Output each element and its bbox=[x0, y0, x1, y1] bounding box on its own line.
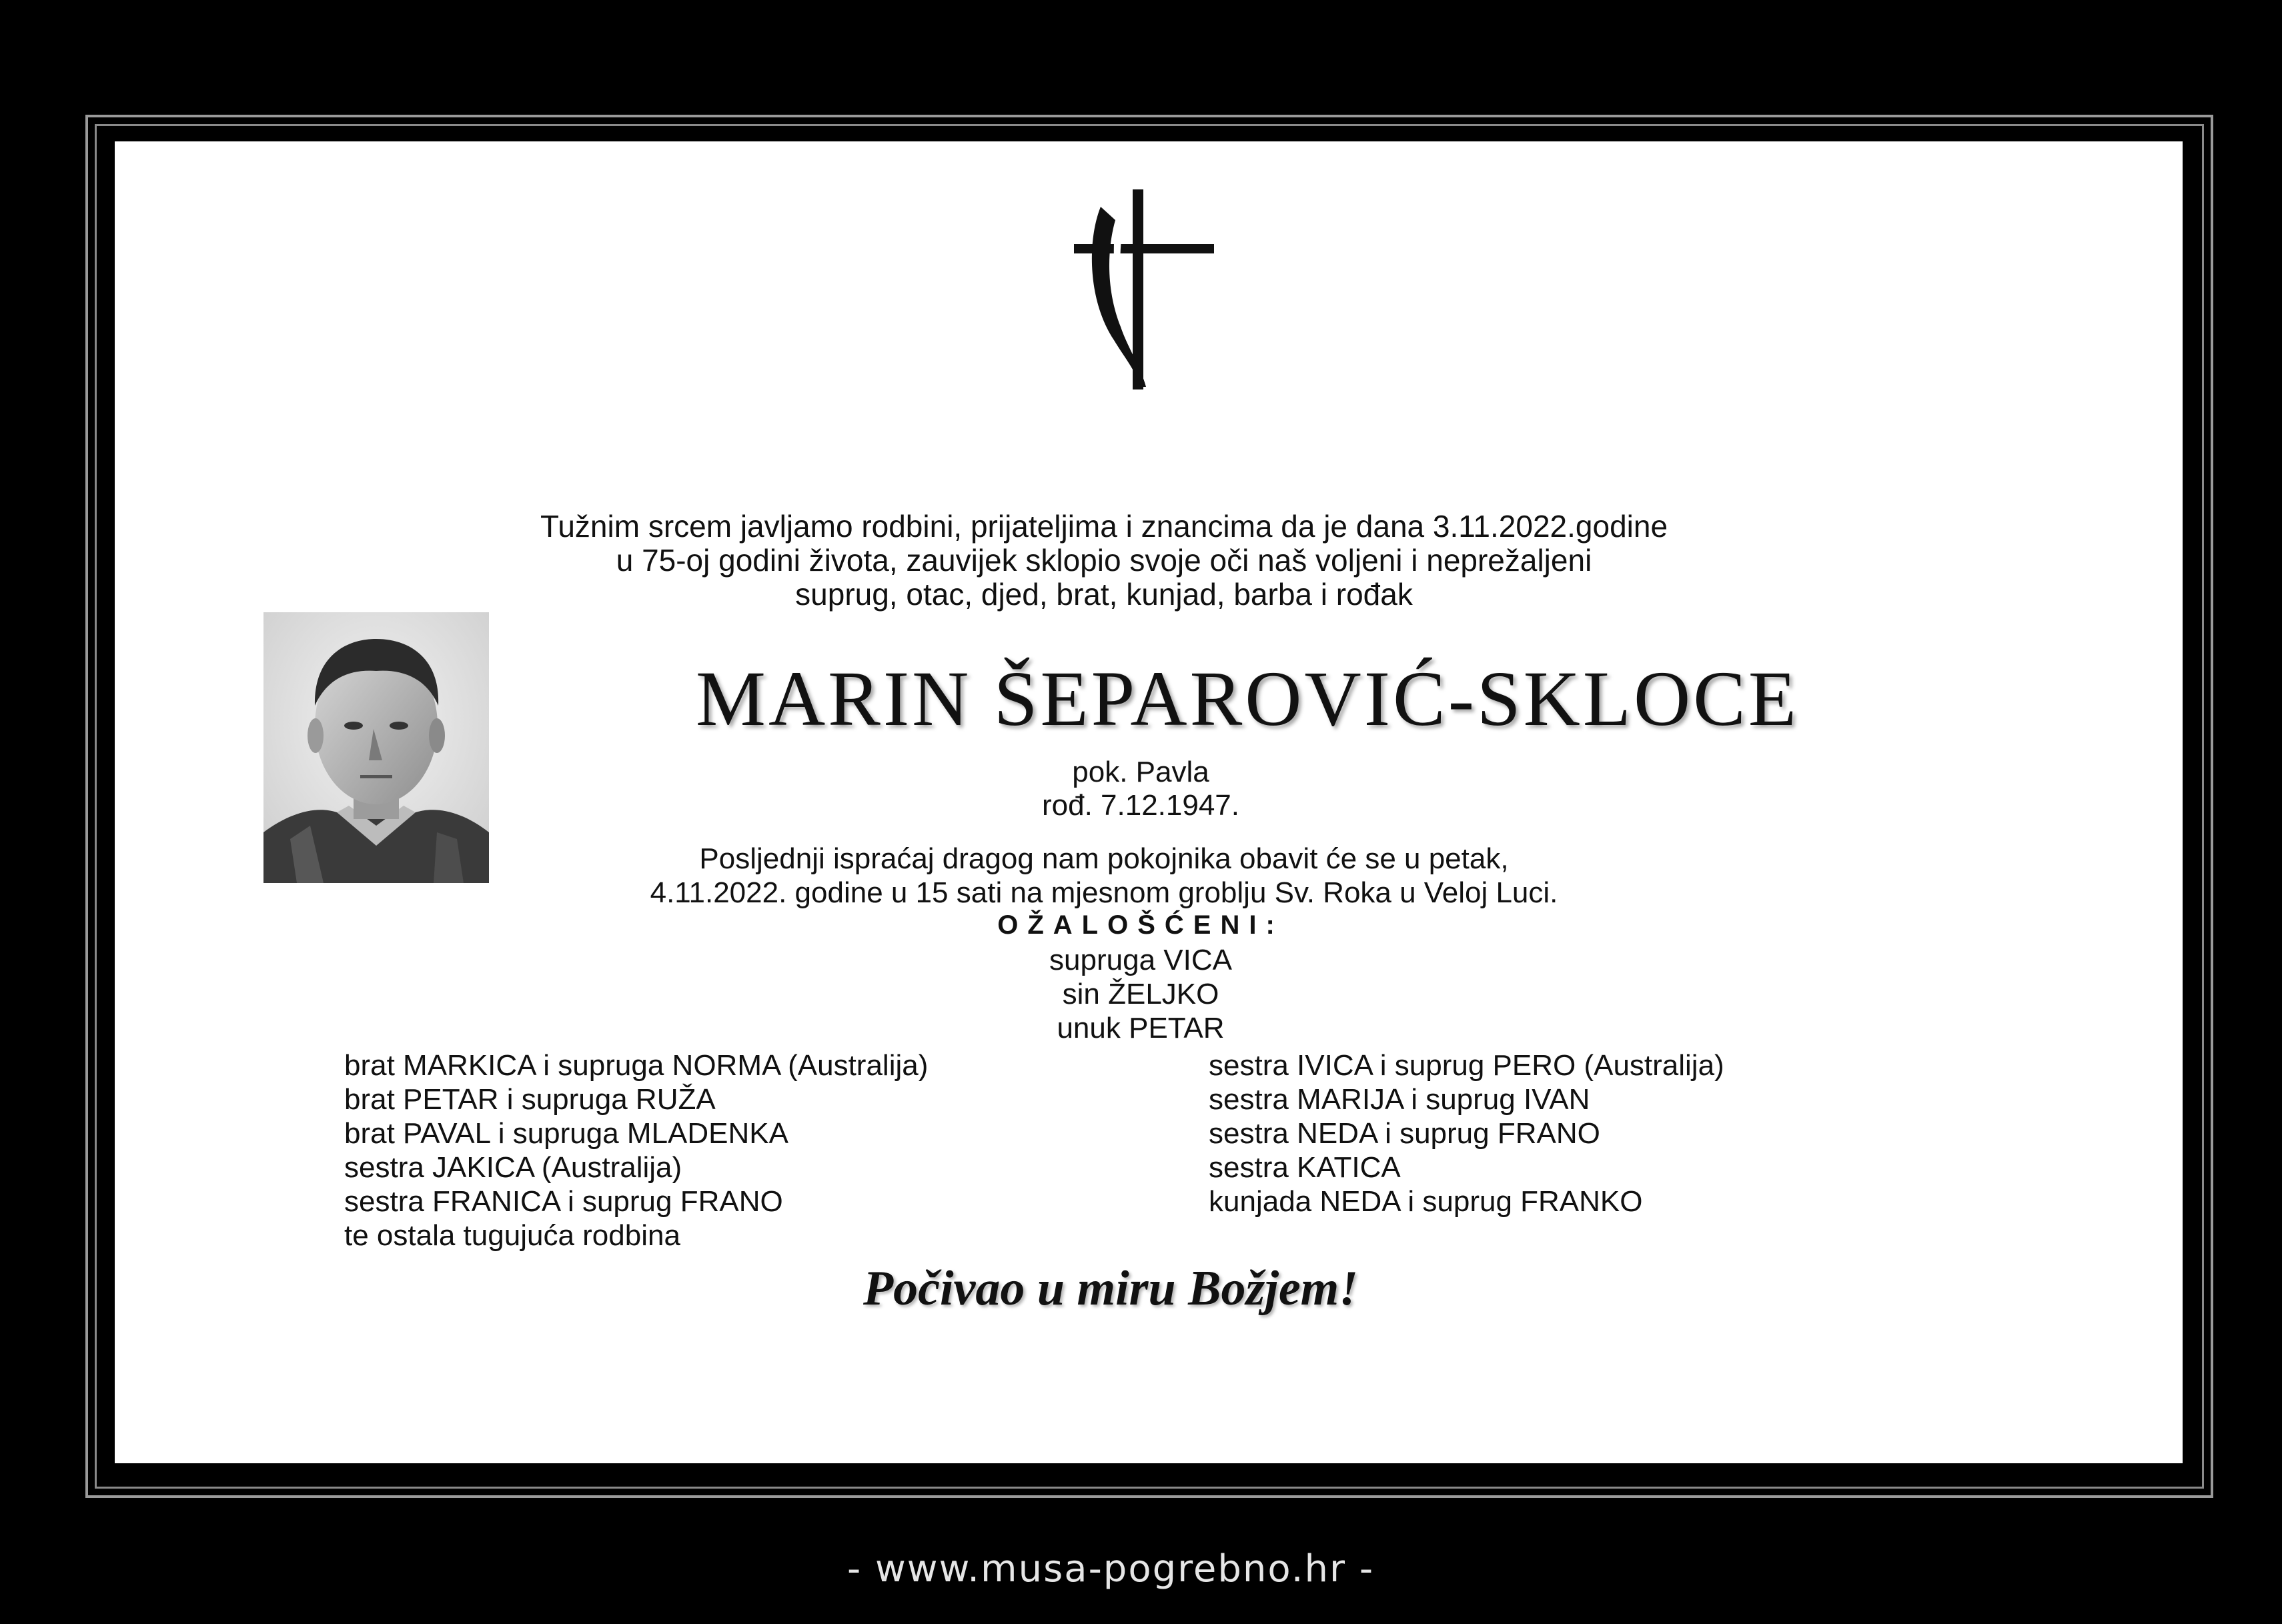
intro-line-2: u 75-oj godini života, zauvijek sklopio svoje oči naš voljeni i neprežaljeni bbox=[616, 543, 1592, 578]
mourners-heading: OŽALOŠĆENI: bbox=[997, 910, 1284, 940]
list-item: sestra KATICA bbox=[1209, 1151, 1401, 1184]
intro-line-1: Tužnim srcem javljamo rodbini, prijateljima i znancima da je dana 3.11.2022.godine bbox=[540, 509, 1668, 544]
list-item: sestra FRANICA i suprug FRANO bbox=[344, 1185, 783, 1218]
announcement-intro bbox=[334, 508, 1874, 610]
birth-date: rođ. 7.12.1947. bbox=[1041, 789, 1239, 822]
funeral-details bbox=[334, 842, 1874, 910]
list-item: sestra NEDA i suprug FRANO bbox=[1209, 1117, 1600, 1150]
website-link[interactable]: - www.musa-pogrebno.hr - bbox=[846, 1547, 1375, 1591]
close-family-list bbox=[754, 943, 1528, 1045]
list-item: sestra MARIJA i suprug IVAN bbox=[1209, 1083, 1590, 1116]
list-item: unuk PETAR bbox=[1057, 1012, 1225, 1044]
cross-with-flame-icon bbox=[1074, 187, 1214, 393]
list-item: brat MARKICA i supruga NORMA (Australija) bbox=[344, 1049, 929, 1082]
list-item: brat PAVAL i supruga MLADENKA bbox=[344, 1117, 788, 1150]
list-item: brat PETAR i supruga RUŽA bbox=[344, 1083, 716, 1116]
funeral-line-1: Posljednji ispraćaj dragog nam pokojnika obavit će se u petak, bbox=[699, 842, 1509, 875]
list-item: sestra JAKICA (Australija) bbox=[344, 1151, 682, 1184]
list-item: sestra IVICA i suprug PERO (Australija) bbox=[1209, 1049, 1724, 1082]
father-name: pok. Pavla bbox=[1072, 756, 1209, 788]
mourners-left-column bbox=[344, 1048, 928, 1253]
funeral-line-2: 4.11.2022. godine u 15 sati na mjesnom groblju Sv. Roka u Veloj Luci. bbox=[650, 876, 1558, 909]
closing-phrase: Počivao u miru Božjem! bbox=[863, 1261, 1359, 1316]
intro-line-3: suprug, otac, djed, brat, kunjad, barba i rođak bbox=[795, 577, 1413, 612]
deceased-name: MARIN ŠEPAROVIĆ-SKLOCE bbox=[696, 655, 1799, 742]
mourners-right-column bbox=[1209, 1048, 1724, 1219]
list-item: supruga VICA bbox=[1049, 944, 1232, 976]
list-item: te ostala tugujuća rodbina bbox=[344, 1219, 680, 1252]
list-item: sin ŽELJKO bbox=[1062, 978, 1219, 1010]
list-item: kunjada NEDA i suprug FRANKO bbox=[1209, 1185, 1643, 1218]
